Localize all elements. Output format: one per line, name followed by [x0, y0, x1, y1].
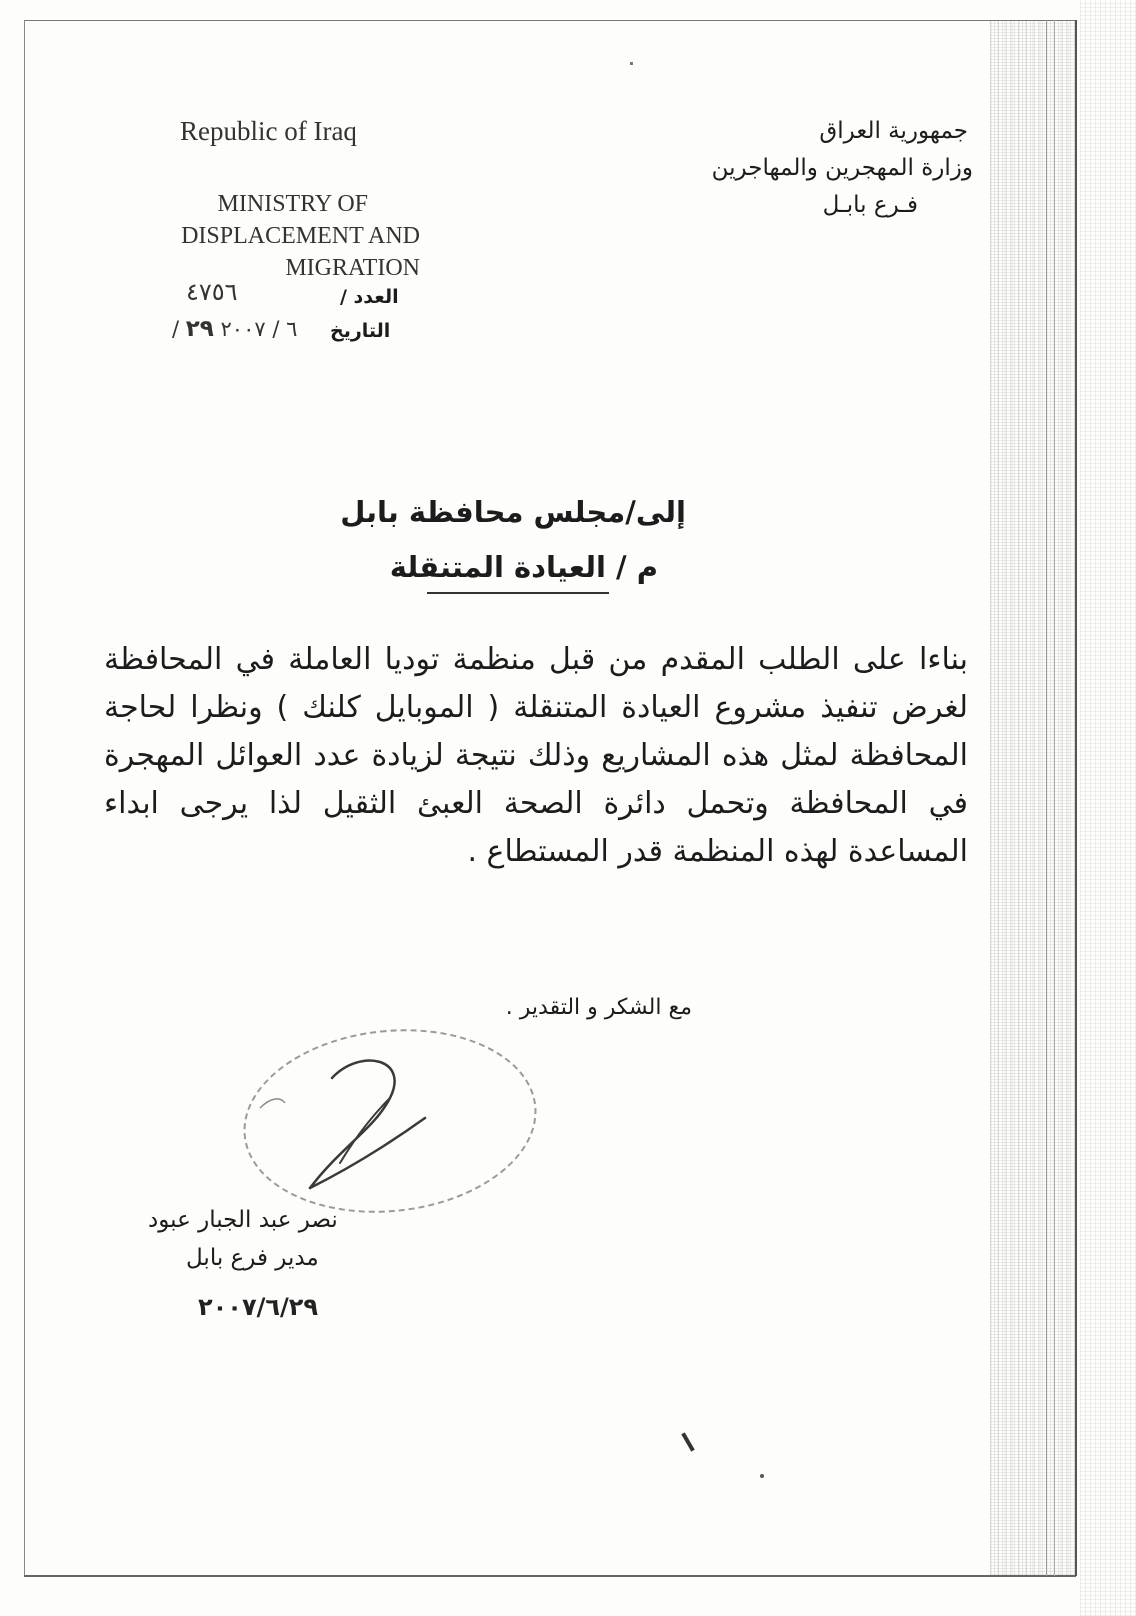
signer-title: مدير فرع بابل [186, 1245, 319, 1271]
reference-date-rest: / ٦ / ٢٠٠٧ [172, 317, 298, 341]
letter-subject: م / العيادة المتنقلة [389, 550, 658, 584]
ministry-line-3: MIGRATION [285, 255, 420, 281]
letter-body: بناءا على الطلب المقدم من قبل منظمة توديا العاملة في المحافظة لغرض تنفيذ مشروع العيادة المتنقلة ( الموبايل كلنك ) ونظرا لحاجة المحافظة لمثل هذه المشاريع وذلك نتيجة لزيادة عدد العوائل المهجرة في المحافظة وتحمل دائرة الصحة العبئ الثقيل لذا يرجى ابداء المساعدة لهذه المنظمة قدر المستطاع . [104, 642, 968, 869]
handwritten-signature [240, 1038, 460, 1208]
frame-border-left [24, 20, 25, 1576]
signature-date: ٢٠٠٧/٦/٢٩ [198, 1293, 319, 1321]
scan-artifact-strip [990, 20, 1075, 1575]
subject-underline [427, 592, 609, 594]
scan-speck [630, 62, 633, 65]
frame-inner-line [1046, 20, 1047, 1576]
letterhead-country-en: Republic of Iraq [180, 116, 357, 146]
reference-date-value [172, 316, 297, 342]
reference-date-day: ٢٩ [185, 316, 214, 342]
scan-artifact-margin [1080, 0, 1136, 1616]
frame-inner-line-2 [1054, 20, 1055, 1576]
letterhead-country-ar: جمهورية العراق [819, 118, 968, 144]
letterhead-ministry-en [130, 188, 420, 284]
frame-border-right [1075, 20, 1077, 1576]
reference-date-label: التاريخ [330, 320, 391, 342]
ink-speck [760, 1474, 764, 1478]
signer-name: نصر عبد الجبار عبود [148, 1207, 338, 1233]
letterhead-branch-ar: فـرع بابـل [822, 192, 918, 218]
ministry-line-1: MINISTRY OF [217, 191, 368, 217]
frame-border-bottom [24, 1575, 1076, 1577]
reference-number-value: ٤٧٥٦ [186, 278, 238, 306]
ministry-line-2: DISPLACEMENT AND [181, 223, 420, 249]
letterhead-ministry-ar: وزارة المهجرين والمهاجرين [711, 155, 973, 181]
ink-mark [681, 1432, 694, 1451]
reference-number-label: العدد / [340, 286, 399, 308]
letter-closing: مع الشكر و التقدير . [505, 995, 692, 1020]
letter-recipient: إلى/مجلس محافظة بابل [340, 495, 686, 529]
frame-border-top [24, 20, 1076, 21]
